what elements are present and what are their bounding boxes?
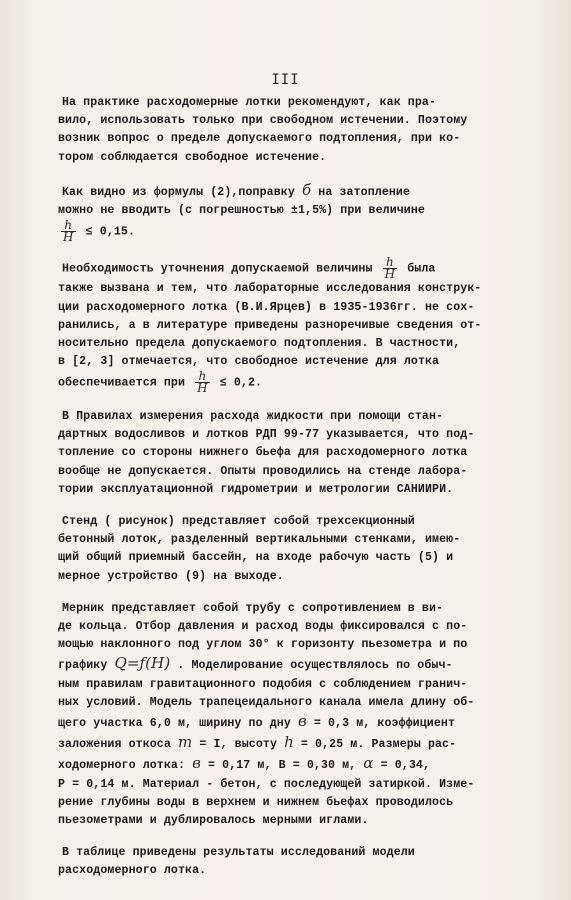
- text-fragment: . Моделирование осуществлялось по обыч-: [177, 659, 453, 673]
- text-line: Стенд ( рисунок) представляет собой трехсекционный: [62, 514, 415, 528]
- handwritten-symbol: в: [192, 754, 201, 773]
- text-line: вило, использовать только при свободном истечении. Поэтому: [58, 114, 468, 128]
- text-line: На практике расходомерные лотки рекомендуют, как пра-: [62, 96, 437, 109]
- paragraph-6: [58, 600, 520, 830]
- text-fragment: что свободное истечение для лотка: [206, 355, 440, 369]
- fraction-denominator: H: [197, 381, 208, 396]
- text-line: ным правилам гравитационного подобия с соблюдением гранич-: [58, 677, 468, 691]
- text-fragment: обеспечивается при: [58, 376, 186, 390]
- text-line: также вызвана и тем, что лабораторные исследования конструк-: [58, 282, 482, 296]
- text-line: Р = 0,14 м. Материал - бетон, с последующей затиркой. Изме-: [58, 777, 475, 791]
- text-fragment: Как видно из формулы (2),поправку: [62, 185, 295, 199]
- text-fragment: Необходимость уточнения допускаемой величины: [62, 262, 373, 276]
- text-line: [58, 254, 520, 281]
- text-fragment: была: [407, 262, 436, 276]
- text-line: мощью наклонного под углом 30° к горизонту пьезометра и по: [58, 638, 468, 652]
- paragraph-2: [58, 181, 520, 245]
- text-line: [58, 371, 520, 396]
- text-line: можно не вводить (с погрешностью ±1,5%) при величине: [58, 204, 425, 218]
- handwritten-symbol: h: [284, 733, 294, 752]
- text-line: [58, 220, 520, 245]
- fraction-numerator: h: [61, 220, 76, 232]
- text-line: де кольца. Отбор давления и расход воды фиксировался с по-: [58, 619, 468, 633]
- text-line: ных условий. Модель трапецеидального канала имела длину об-: [58, 695, 475, 709]
- fraction-denominator: H: [63, 230, 74, 245]
- text-line: [58, 181, 520, 202]
- handwritten-symbol: α: [363, 754, 374, 773]
- text-fragment: ≤ 0,2.: [219, 376, 263, 390]
- text-fragment: ≤ 0,15.: [85, 225, 136, 239]
- text-line: [58, 353, 520, 371]
- text-line: Мерник представляет собой трубу с сопротивлением в ви-: [62, 601, 444, 615]
- text-fragment: заложения откоса: [58, 738, 171, 752]
- fraction-numerator: h: [383, 257, 398, 269]
- text-line: мерное устройство (9) на выходе.: [58, 569, 284, 583]
- text-line: щий общий приемный бассейн, на входе рабочую часть (5) и: [58, 551, 454, 565]
- text-line: [58, 754, 520, 775]
- text-line: топление со стороны нижнего бьефа для расходомерного лотка: [58, 446, 468, 460]
- text-line: ции расходомерного лотка (В.И.Ярцев) в 1935-1936гг. не сох-: [58, 300, 475, 314]
- fraction-h-over-H: [61, 220, 76, 243]
- text-fragment: ходомерного лотка:: [58, 759, 186, 773]
- text-line: дартных водосливов и лотков РДП 99-77 указывается, что под-: [58, 428, 475, 442]
- text-line: тором соблюдается свободное истечение.: [58, 150, 327, 164]
- text-line: [58, 712, 520, 733]
- text-fragment: графику: [58, 659, 108, 673]
- fraction-denominator: H: [384, 266, 396, 281]
- text-fragment: = I, высоту: [199, 738, 278, 752]
- fraction-h-over-H: [383, 254, 398, 281]
- text-line: вообще не допускается. Опыты проводились на стенде лабора-: [58, 464, 468, 478]
- text-line: В Правилах измерения расхода жидкости при помощи стан-: [62, 409, 444, 423]
- fraction-h-over-H: [195, 371, 210, 394]
- text-line: [58, 654, 520, 675]
- text-fragment: = 0,17 м, В = 0,30 м,: [208, 759, 357, 773]
- handwritten-formula: Q=ƒ(H): [114, 654, 171, 673]
- document-body: [58, 94, 520, 881]
- paragraph-4: [58, 408, 520, 499]
- handwritten-symbol: в: [297, 711, 307, 730]
- text-line: носительно предела допускаемого подтопления. В частности,: [58, 336, 461, 350]
- text-fragment: = 0,25 м. Размеры рас-: [300, 738, 457, 752]
- fraction-numerator: h: [195, 371, 210, 383]
- text-line: [58, 733, 520, 754]
- text-line: пьезометрами и дублировалось мерными иглами.: [58, 813, 369, 827]
- text-line: рение глубины воды в верхнем и нижнем бьефах проводилось: [58, 795, 454, 809]
- text-line: тории эксплуатационной гидрометрии и метрологии САНИИРИ.: [58, 482, 454, 496]
- handwritten-symbol: m: [177, 733, 193, 752]
- text-line: расходомерного лотка.: [58, 864, 207, 878]
- text-line: ранились, а в литературе приведены разноречивые сведения от-: [58, 318, 482, 332]
- text-fragment: щего участка 6,0 м, ширину по дну: [58, 716, 291, 730]
- paragraph-1: [58, 94, 520, 167]
- paragraph-5: [58, 513, 520, 586]
- text-fragment: = 0,3 м, коэффициент: [313, 716, 456, 730]
- text-line: бетонный лоток, разделенный вертикальными стенками, имею-: [58, 533, 461, 547]
- text-fragment: = 0,34,: [380, 759, 430, 773]
- paragraph-3: [58, 254, 520, 396]
- paragraph-7: [58, 844, 520, 880]
- text-line: В таблице приведены результаты исследований модели: [62, 846, 415, 860]
- handwritten-symbol: б: [301, 180, 312, 199]
- text-line: возник вопрос о пределе допускаемого подтопления, при ко-: [58, 132, 461, 146]
- text-fragment: в [2, 3] отмечается,: [58, 355, 200, 369]
- text-fragment: на затопление: [318, 185, 411, 199]
- page-number: III: [271, 72, 300, 88]
